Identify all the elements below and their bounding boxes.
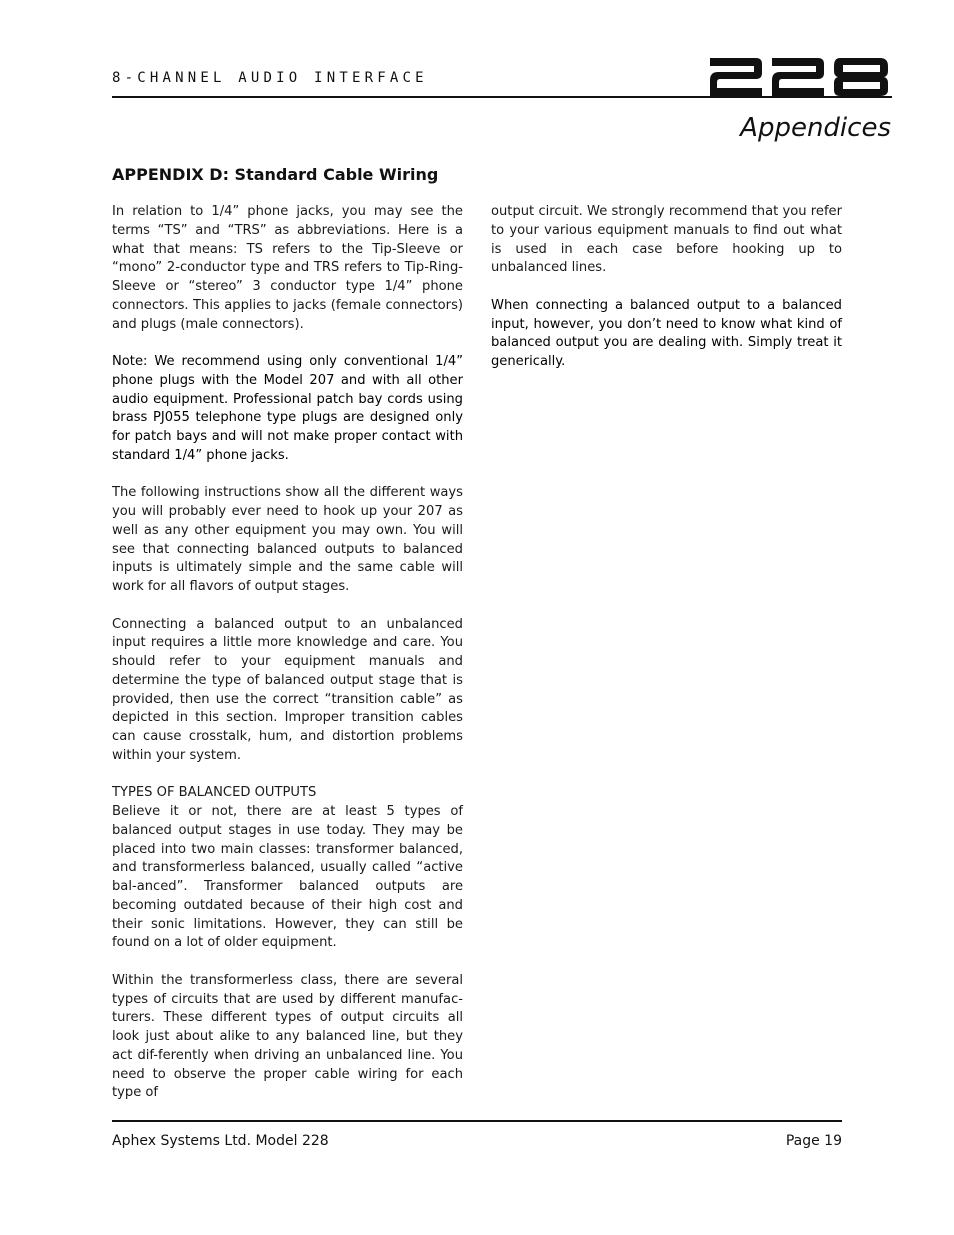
paragraph-instructions: The following instructions show all the different ways you will probably ever need to hook up your 207 as well as any other equipment you may own. You will see that connecting balanced outputs to balanced inputs is ultimately simple and the same cable will work for all flavors of output stages. [112,485,463,594]
footer-company-model: Aphex Systems Ltd. Model 228 [112,1133,329,1149]
paragraph-transformerless: Within the transformerless class, there are several types of circuits that are used by different manufac-turers. These different types of output circuits all look just about alike to any balanced line, but they act dif-ferently when driving an unbalanced line. You need to observe the proper cable wiring for each type of [112,972,463,1101]
paragraph-balanced-connection: When connecting a balanced output to a balanced input, however, you don’t need to know what kind of balanced output you are dealing with. Simply treat it generically. [491,297,842,369]
header-tagline: 8-CHANNEL AUDIO INTERFACE [112,70,428,86]
model-228-logo [704,56,892,98]
subheading-balanced-outputs: TYPES OF BALANCED OUTPUTS [112,785,317,801]
right-column [491,203,842,391]
paragraph-output-types: Believe it or not, there are at least 5 types of balanced output stages in use today. They may be placed into two main classes: transformer balanced, and transformerless balanced, usually called “active bal-anced”. Transformer balanced outputs are becoming outdated because of their high cost and their sonic limitations. However, they can still be found on a lot of older equipment. [112,804,463,951]
header-rule [112,96,892,98]
left-column [112,203,463,1122]
paragraph-ts-trs: In relation to 1/4” phone jacks, you may see the terms “TS” and “TRS” as abbreviations. Here is a what that means: TS refers to the Tip-Sleeve or “mono” 2-conductor type and TRS refers to Tip-Ring-Sleeve or “stereo” 3 conductor type 1/4” phone connectors. This applies to jacks (female connectors) and plugs (male connectors). [112,204,463,332]
appendix-heading: APPENDIX D: Standard Cable Wiring [112,165,439,184]
note-paragraph: Note: We recommend using only conventional 1/4” phone plugs with the Model 207 and with all other audio equipment. Professional patch bay cords using brass PJ055 telephone type plugs are designed only for patch bays and will not make proper contact with standard 1/4” phone jacks. [112,354,463,463]
paragraph-output-circuit: output circuit. We strongly recommend that you refer to your various equipment manuals to find out what is used in each case before hooking up to unbalanced lines. [491,204,842,276]
paragraph-unbalanced: Connecting a balanced output to an unbalanced input requires a little more knowledge and care. You should refer to your equipment manuals and determine the type of balanced output stage that is provided, then use the correct “transition cable” as depicted in this section. Improper transition cables can cause crosstalk, hum, and distortion problems within your system. [112,616,463,763]
section-title: Appendices [740,113,891,143]
footer-rule [112,1120,842,1122]
footer-page-number: Page 19 [785,1133,842,1149]
